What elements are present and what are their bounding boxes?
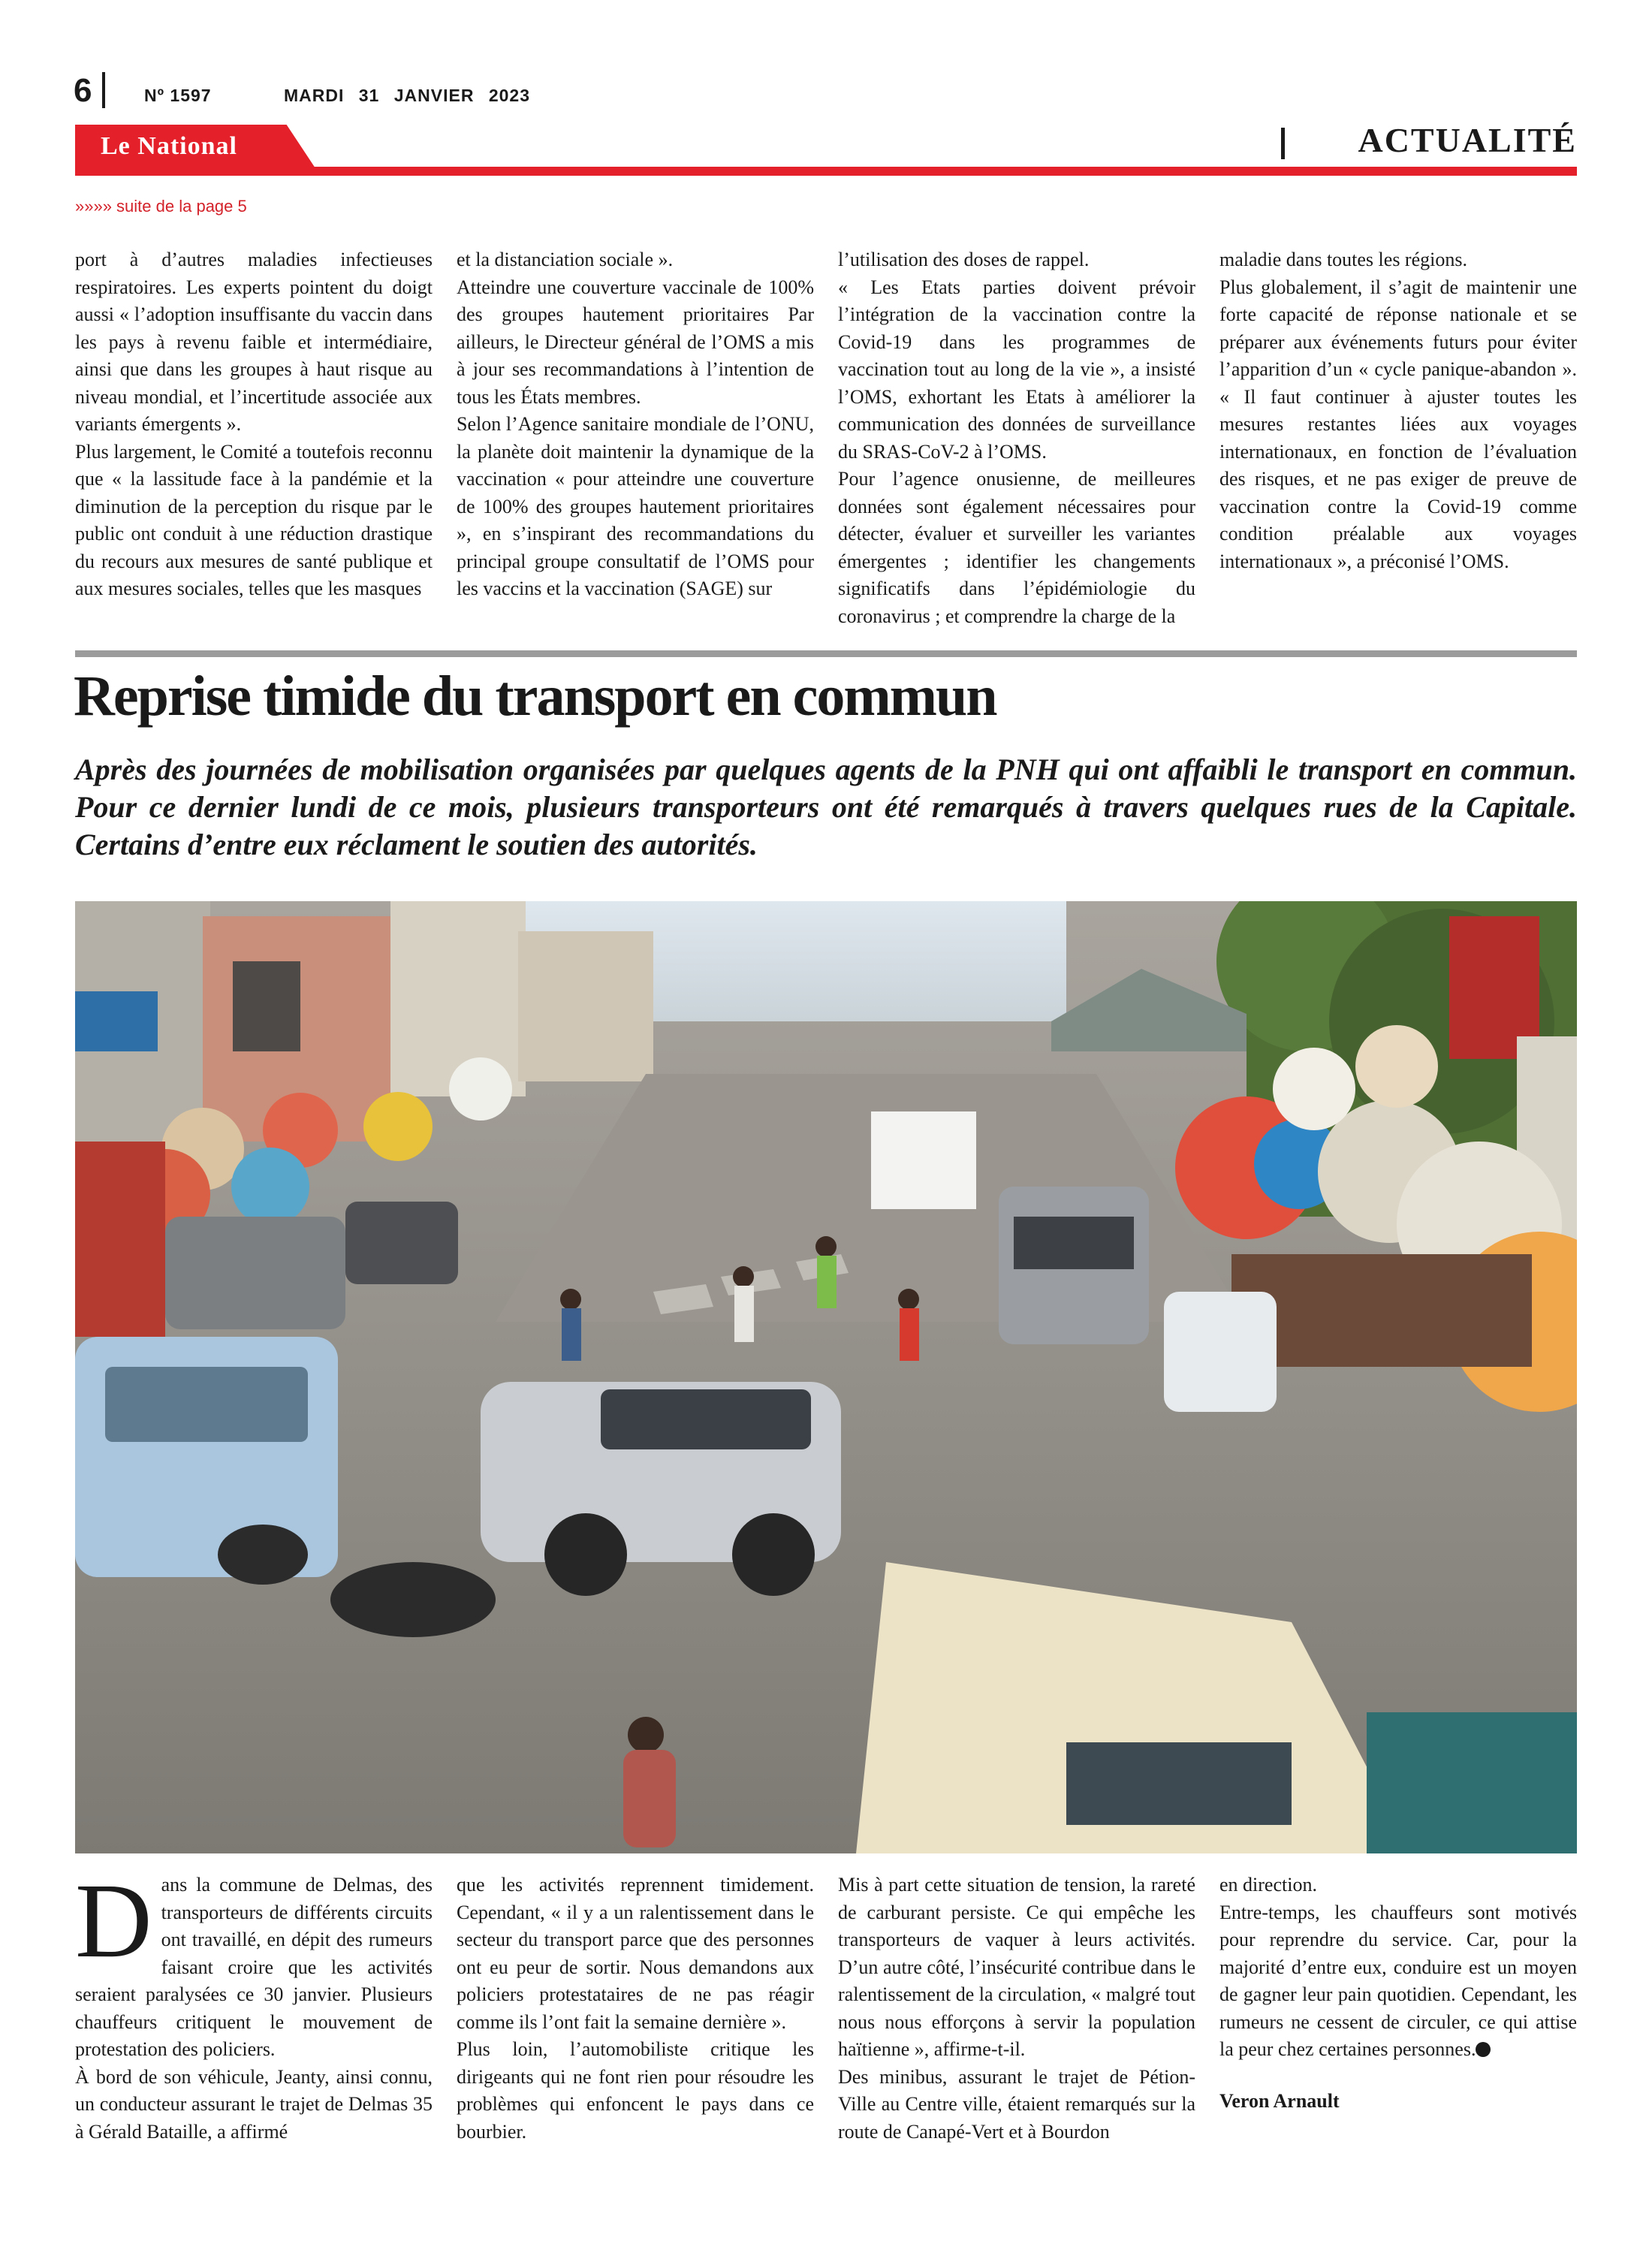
paragraph: Plus largement, le Comité a toutefois reconnu que « la lassitude face à la pandémie et la diminution de la perception du risque par le public ont conduit à une réduction drastique du recours aux mesures de santé publique et aux mesures sociales, telles que les masques	[75, 440, 433, 599]
paragraph: l’utilisation des doses de rappel.	[838, 249, 1090, 270]
top-article-column-1	[75, 246, 433, 637]
article-separator-rule	[75, 650, 1577, 657]
paragraph	[75, 1871, 433, 2064]
paragraph: que les activités reprennent timidement. Cependant, « il y a un ralentissement dans le secteur du transport parce que des personnes ont eu peur de sortir. Nous demandons aux policiers protestataires de ne pas réagir comme ils l’ont fait la semaine dernière ».	[457, 1874, 814, 2033]
paragraph-text: ans la commune de Delmas, des transporteurs de différents circuits ont travaillé, en dépit des rumeurs faisant croire que les activités seraient paralysées ce 30 janvier. Plusieurs chauffeurs critiquent le mouvement de protestation des policiers.	[75, 1874, 433, 2060]
section-divider	[1281, 128, 1285, 159]
article-photo	[75, 901, 1577, 1853]
paragraph: Atteindre une couverture vaccinale de 100% des groupes hautement prioritaires Par ailleurs, le Directeur général de l’OMS a mis à jour ses recommandations à l’intention de tous les États membres.	[457, 276, 814, 408]
drop-cap: D	[75, 1871, 152, 1980]
main-article-column-3	[838, 1871, 1195, 2187]
paragraph: Plus loin, l’automobiliste critique les dirigeants qui ne font rien pour résoudre les problèmes qui enfoncent le pays dans ce bourbier.	[457, 2038, 814, 2143]
paragraph: « Les Etats parties doivent prévoir l’intégration de la vaccination contre la Covid-19 dans les programmes de vaccination tout au long de la vie », a insisté l’OMS, exhortant les Etats à améliorer la communication des données de surveillance du SRAS-CoV-2 à l’OMS.	[838, 276, 1195, 463]
main-article-column-2	[457, 1871, 814, 2187]
paragraph: en direction.	[1219, 1874, 1317, 1896]
section-label: ACTUALITÉ	[1358, 121, 1577, 159]
header-red-rule	[75, 167, 1577, 176]
paragraph: port à d’autres maladies infectieuses respiratoires. Les experts pointent du doigt aussi « l’adoption insuffisante du vaccin dans les pays à revenu faible et intermédiaire, ainsi que dans les groupes à haut risque au niveau mondial, et l’incertitude associée aux variants émergents ».	[75, 249, 433, 435]
article-deck: Après des journées de mobilisation organisées par quelques agents de la PNH qui ont affaibli le transport en commun. Pour ce dernier lundi de ce mois, plusieurs transporteurs ont été remarqués à travers quelques rues de la Capitale. Certains d’entre eux réclament le soutien des autorités.	[75, 753, 1577, 861]
top-article-column-3	[838, 246, 1195, 637]
paragraph: Mis à part cette situation de tension, la rareté de carburant persiste. Ce qui empêche les transporteurs de vaquer à leurs activités. D’un autre côté, l’insécurité contribue dans le ralentissement de la circulation, « malgré tout nous nous efforçons à servir la population haïtienne », affirme-t-il.	[838, 1874, 1195, 2060]
main-article-column-4	[1219, 1871, 1577, 2187]
paragraph: Plus globalement, il s’agit de maintenir une forte capacité de réponse nationale et se préparer aux événements futurs pour éviter l’apparition d’un « cycle panique-abandon ». « Il faut continuer à ajuster toutes les mesures restantes liées aux voyages internationaux, en fonction de l’évaluation des risques, et ne pas exiger de preuve de vaccination contre la Covid-19 comme condition préalable aux voyages internationaux », a préconisé l’OMS.	[1219, 276, 1577, 572]
end-of-article-mark	[1476, 2042, 1491, 2057]
continued-from-label: »»»» suite de la page 5	[75, 197, 247, 216]
issue-date: MARDI 31 JANVIER 2023	[284, 86, 530, 105]
article-byline: Veron Arnault	[1219, 2089, 1340, 2112]
paragraph-text: Entre-temps, les chauffeurs sont motivés pour reprendre du service. Car, pour la majorité d’entre eux, conduire est un moyen de gagner leur pain quotidien. Cependant, les rumeurs ne cessent de circuler, ce qui attise la peur chez certaines personnes.	[1219, 1901, 1577, 2060]
paragraph: À bord de son véhicule, Jeanty, ainsi connu, un conducteur assurant le trajet de Delmas 35 à Gérald Bataille, a affirmé	[75, 2065, 433, 2143]
paragraph	[1219, 1899, 1577, 2064]
top-article-column-4	[1219, 246, 1577, 637]
paragraph: Pour l’agence onusienne, de meilleures données sont également nécessaires pour détecter, évaluer et surveiller les variantes émergentes ; identifier les changements significatifs dans l’épidémiologie du coronavirus ; et comprendre la charge de la	[838, 468, 1195, 627]
top-article-column-2	[457, 246, 814, 637]
main-article-column-1	[75, 1871, 433, 2187]
street-scene-photo	[75, 901, 1577, 1853]
paragraph: maladie dans toutes les régions.	[1219, 249, 1467, 270]
paragraph: Des minibus, assurant le trajet de Pétion-Ville au Centre ville, étaient remarqués sur la route de Canapé-Vert et à Bourdon	[838, 2065, 1195, 2143]
article-headline: Reprise timide du transport en commun	[74, 665, 996, 728]
paragraph: Selon l’Agence sanitaire mondiale de l’ONU, la planète doit maintenir la dynamique de la vaccination « pour atteindre une couverture de 100% des groupes hautement prioritaires », en s’inspirant des recommandations du principal groupe consultatif de l’OMS pour les vaccins et la vaccination (SAGE) sur	[457, 413, 814, 599]
masthead-title: Le National	[101, 132, 237, 160]
paragraph: et la distanciation sociale ».	[457, 249, 674, 270]
issue-number: Nº 1597	[144, 86, 212, 105]
page-number: 6	[74, 72, 92, 109]
page-number-divider	[102, 72, 105, 108]
